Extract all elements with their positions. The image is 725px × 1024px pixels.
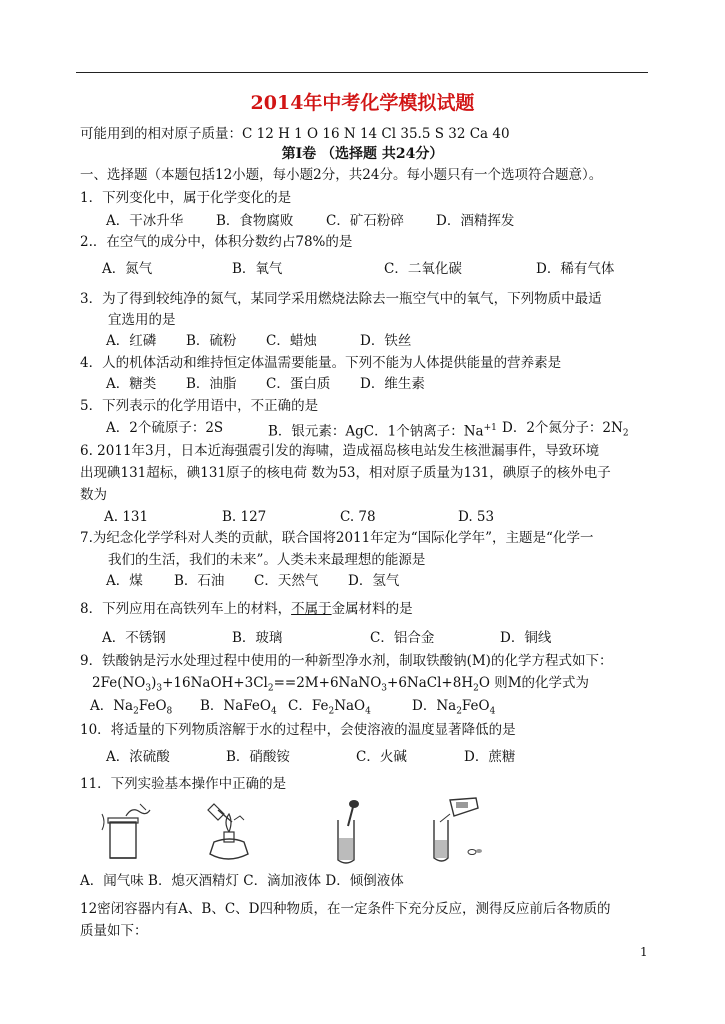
page-number: 1 [640,945,648,959]
q12-stem-line1: 12密闭容器内有A、B、C、D四种物质，在一定条件下充分反应，测得反应前后各物质的 [80,901,611,917]
alcohol-lamp-illustration [200,798,258,866]
q1-option-a: A．干冰升华 [106,213,184,229]
q4-option-c: C．蛋白质 [266,376,331,392]
q4-stem: 4．人的机体活动和维持恒定体温需要能量。下列不能为人体提供能量的营养素是 [80,355,562,371]
section-heading: 第Ⅰ卷 （选择题 共24分） [281,146,444,162]
q3-stem-line1: 3．为了得到较纯净的氮气，某同学采用燃烧法除去一瓶空气中的氧气，下列物质中最适 [80,291,602,307]
q11-stem: 11．下列实验基本操作中正确的是 [80,776,287,792]
q4-option-d: D．维生素 [360,376,425,392]
q3-option-d: D．铁丝 [360,333,412,349]
q9-equation: $2Fe(NO_3)_3+16NaOH+3Cl_2==2M+6NaNO_3+6NaCl+8H_2O$ 则M的化学式为 [92,675,590,694]
q3-option-c: C．蜡烛 [266,333,317,349]
q9-option-c: C．$Fe_2NaO_4$ [288,698,371,717]
q6-stem-line1: 6. 2011年3月，日本近海强震引发的海啸，造成福岛核电站发生核泄漏事件，导致环境 [80,443,600,459]
pouring-liquid-illustration [428,796,492,866]
q7-stem-line1: 7.为纪念化学学科对人类的贡献，联合国将2011年定为“国际化学年”，主题是“化学一 [80,530,594,546]
atomic-masses: 可能用到的相对原子质量：C 12 H 1 O 16 N 14 Cl 35.5 S 32 Ca 40 [80,126,510,142]
q4-option-a: A．糖类 [106,376,157,392]
page-title: 2014年中考化学模拟试题 [250,92,475,114]
q10-stem: 10．将适量的下列物质溶解于水的过程中，会使溶液的温度显著降低的是 [80,722,516,738]
q8-option-d: D．铜线 [500,630,552,646]
q1-stem: 1．下列变化中，属于化学变化的是 [80,190,292,206]
q5-option-d: D．2个氮分子：$2N_2$ [502,420,629,439]
q2-option-d: D．稀有气体 [536,261,615,277]
q2-option-a: A．氮气 [102,261,153,277]
q7-option-b: B．石油 [174,573,225,589]
q9-stem: 9．铁酸钠是污水处理过程中使用的一种新型净水剂，制取铁酸钠(M)的化学方程式如下： [80,653,613,669]
q9-option-a: A．$Na_2FeO_8$ [90,698,173,717]
q11-options: A．闻气味 B．熄灭酒精灯 C．滴加液体 D．倾倒液体 [80,873,404,889]
q10-option-d: D．蔗糖 [464,749,516,765]
q7-option-a: A．煤 [106,573,143,589]
q5-option-bc: B．银元素：AgC．1个钠离子：$Na^{+1}$ [268,423,497,440]
instructions: 一、选择题（本题包括12小题，每小题2分，共24分。每小题只有一个选项符合题意）。 [80,167,603,183]
q1-option-b: B．食物腐败 [216,213,294,229]
smell-gas-illustration [96,800,156,866]
q8-option-b: B．玻璃 [232,630,283,646]
q2-option-c: C．二氧化碳 [384,261,462,277]
q8-option-a: A．不锈钢 [102,630,166,646]
q3-option-a: A．红磷 [106,333,157,349]
q5-option-a: A．2个硫原子：2S [106,420,224,436]
q6-option-a: A. 131 [104,509,149,525]
q5-stem: 5．下列表示的化学用语中，不正确的是 [80,398,319,414]
q1-option-d: D．酒精挥发 [436,213,515,229]
q10-option-b: B．硝酸铵 [226,749,290,765]
q2-option-b: B．氧气 [232,261,283,277]
q8-option-c: C．铝合金 [370,630,435,646]
q1-option-c: C．矿石粉碎 [326,213,404,229]
q10-option-a: A．浓硫酸 [106,749,170,765]
q3-option-b: B．硫粉 [186,333,237,349]
q6-stem-line2: 出现碘131超标，碘131原子的核电荷 数为53，相对原子质量为131，碘原子的核外电子 [80,465,611,481]
q7-option-c: C．天然气 [254,573,319,589]
q6-option-c: C. 78 [340,509,376,525]
q12-stem-line2: 质量如下： [80,923,148,939]
q4-option-b: B．油脂 [186,376,237,392]
q8-stem: 8．下列应用在高铁列车上的材料，不属于金属材料的是 [80,601,413,617]
q9-option-b: B．NaFeO$_4$ [200,698,277,717]
q6-stem-line3: 数为 [80,487,107,503]
q9-option-d: D．$Na_2FeO_4$ [412,698,496,717]
q3-stem-line2: 宜选用的是 [108,312,176,328]
q7-stem-line2: 我们的生活，我们的未来”。人类未来最理想的能源是 [108,552,426,568]
q7-option-d: D．氢气 [348,573,400,589]
q6-option-b: B. 127 [222,509,267,525]
q2-stem: 2.．在空气的成分中，体积分数约占78%的是 [80,234,353,250]
dropper-illustration [330,798,370,866]
header-rule [76,72,648,73]
q10-option-c: C．火碱 [356,749,407,765]
q6-option-d: D. 53 [458,509,495,525]
